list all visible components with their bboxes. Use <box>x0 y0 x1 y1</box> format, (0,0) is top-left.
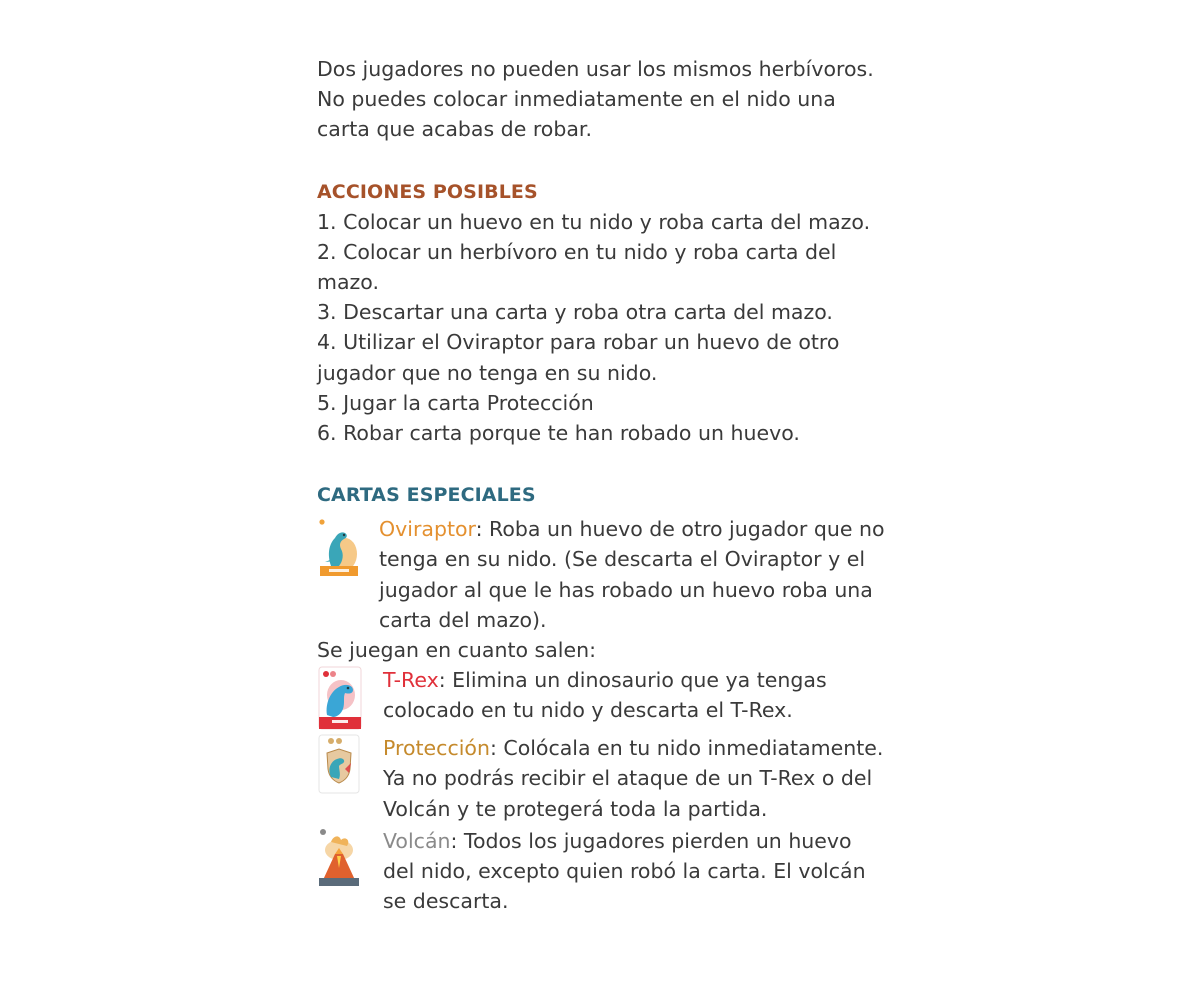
volcan-entry <box>317 826 897 917</box>
proteccion-line: Volcán y te protegerá toda la partida. <box>383 796 768 821</box>
accion-line: 6. Robar carta porque te han robado un huevo. <box>317 421 800 446</box>
intro-line: carta que acabas de robar. <box>317 117 592 142</box>
accion-line: 5. Jugar la carta Protección <box>317 390 594 415</box>
accion-line: 3. Descartar una carta y roba otra carta del mazo. <box>317 300 833 325</box>
trex-line <box>383 665 897 695</box>
proteccion-card-image <box>317 733 383 795</box>
volcan-line: del nido, excepto quien robó la carta. El volcán <box>383 859 866 884</box>
volcano-icon <box>317 826 361 888</box>
volcan-line: se descarta. <box>383 889 509 914</box>
accion-line: jugador que no tenga en su nido. <box>317 360 658 385</box>
accion-line: 2. Colocar un herbívoro en tu nido y roba carta del <box>317 239 837 264</box>
proteccion-line: Ya no podrás recibir el ataque de un T-Rex o del <box>383 766 873 791</box>
proteccion-entry <box>317 733 897 824</box>
oviraptor-line: carta del mazo). <box>379 607 547 632</box>
oviraptor-desc: : Roba un huevo de otro jugador que no <box>475 517 885 542</box>
volcan-line <box>383 826 897 856</box>
proteccion-line <box>383 733 897 763</box>
intro-line: Dos jugadores no pueden usar los mismos herbívoros. <box>317 57 874 81</box>
volcan-name: Volcán <box>383 828 451 853</box>
intro-line: No puedes colocar inmediatamente en el nido una <box>317 87 836 112</box>
trex-desc: : Elimina un dinosaurio que ya tengas <box>438 668 827 693</box>
oviraptor-entry <box>317 514 897 635</box>
intro-paragraph <box>317 54 897 145</box>
proteccion-desc: : Colócala en tu nido inmediatamente. <box>489 736 884 761</box>
proteccion-name: Protección <box>383 736 490 761</box>
accion-line: 1. Colocar un huevo en tu nido y roba carta del mazo. <box>317 209 871 234</box>
oviraptor-name: Oviraptor <box>379 517 476 542</box>
trex-name: T-Rex <box>383 668 439 693</box>
trex-dinosaur-icon <box>317 665 363 731</box>
volcan-card-image <box>317 826 383 888</box>
se-juegan-text: Se juegan en cuanto salen: <box>317 638 597 663</box>
trex-line: colocado en tu nido y descarta el T-Rex. <box>383 698 793 723</box>
oviraptor-card-image <box>317 514 379 580</box>
accion-line: 4. Utilizar el Oviraptor para robar un huevo de otro <box>317 330 840 355</box>
volcan-desc: : Todos los jugadores pierden un huevo <box>450 828 852 853</box>
oviraptor-dinosaur-icon <box>317 514 361 580</box>
cartas-heading: CARTAS ESPECIALES <box>317 484 536 507</box>
trex-entry <box>317 665 897 731</box>
trex-card-image <box>317 665 383 731</box>
acciones-heading: ACCIONES POSIBLES <box>317 180 538 203</box>
shield-icon <box>317 733 361 795</box>
oviraptor-line <box>379 514 897 544</box>
accion-line: mazo. <box>317 270 379 295</box>
acciones-list <box>317 207 897 449</box>
oviraptor-line: jugador al que le has robado un huevo roba una <box>379 577 873 602</box>
oviraptor-line: tenga en su nido. (Se descarta el Oviraptor y el <box>379 547 866 572</box>
rules-column <box>317 54 897 916</box>
